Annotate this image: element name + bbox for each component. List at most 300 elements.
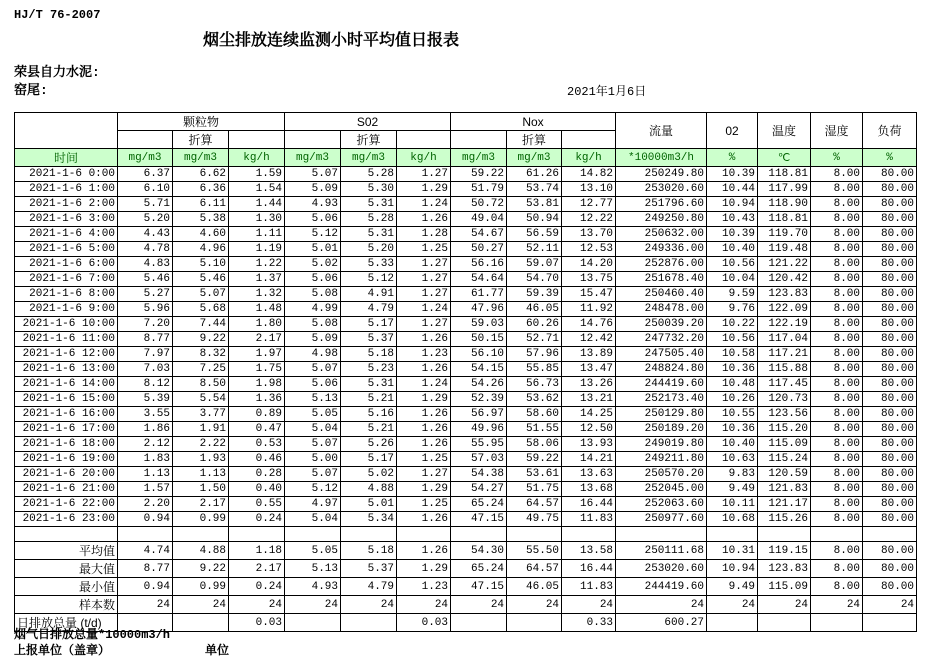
summary-row [15,596,917,614]
value-cell: 9.83 [707,467,758,482]
value-cell: 1.25 [397,242,451,257]
value-cell: 5.02 [285,257,341,272]
value-cell: 6.36 [173,182,229,197]
value-cell: 1.86 [118,422,173,437]
value-cell: 50.72 [451,197,507,212]
value-cell: 57.03 [451,452,507,467]
value-cell: 1.27 [397,272,451,287]
value-cell: 5.33 [341,257,397,272]
summary-row [15,542,917,560]
value-cell: 248478.00 [616,302,707,317]
value-cell: 8.32 [173,347,229,362]
value-cell: 13.10 [562,182,616,197]
value-cell: 13.93 [562,437,616,452]
value-cell: 16.44 [562,560,616,578]
value-cell: 2.17 [173,497,229,512]
value-cell: 1.37 [229,272,285,287]
value-cell: 5.06 [285,212,341,227]
time-cell: 2021-1-6 10:00 [15,317,118,332]
value-cell: 80.00 [863,347,917,362]
value-cell: 0.24 [229,512,285,527]
value-cell: 5.02 [341,467,397,482]
value-cell: 14.82 [562,167,616,182]
value-cell: 2.20 [118,497,173,512]
group-header-row [15,113,917,131]
value-cell: 252063.60 [616,497,707,512]
value-cell: 5.13 [285,392,341,407]
blank-cell [285,527,341,542]
time-cell: 2021-1-6 2:00 [15,197,118,212]
value-cell: 8.00 [811,377,863,392]
unit-cell: mg/m3 [341,149,397,167]
value-cell: 80.00 [863,437,917,452]
value-cell: 1.44 [229,197,285,212]
group-particulate: 颗粒物 [118,113,285,131]
company-name: 荣县自力水泥: [14,65,100,80]
value-cell: 10.36 [707,422,758,437]
report-table [14,112,917,632]
value-cell: 0.55 [229,497,285,512]
value-cell: 5.28 [341,167,397,182]
value-cell: 10.63 [707,452,758,467]
value-cell: 64.57 [507,497,562,512]
value-cell: 80.00 [863,242,917,257]
value-cell: 5.18 [341,542,397,560]
value-cell: 251678.40 [616,272,707,287]
value-cell: 5.96 [118,302,173,317]
group-so2: S02 [285,113,451,131]
time-cell: 2021-1-6 7:00 [15,272,118,287]
value-cell: 122.09 [758,302,811,317]
value-cell: 6.37 [118,167,173,182]
value-cell: 8.77 [118,560,173,578]
value-cell: 24 [173,596,229,614]
value-cell: 115.09 [758,437,811,452]
value-cell: 8.00 [811,512,863,527]
unit-cell: % [863,149,917,167]
value-cell: 9.76 [707,302,758,317]
value-cell: 249250.80 [616,212,707,227]
value-cell: 250129.80 [616,407,707,422]
value-cell: 80.00 [863,452,917,467]
value-cell: 1.27 [397,287,451,302]
value-cell: 50.15 [451,332,507,347]
value-cell: 2.22 [173,437,229,452]
value-cell: 80.00 [863,227,917,242]
value-cell: 1.24 [397,197,451,212]
value-cell: 56.73 [507,377,562,392]
value-cell: 5.71 [118,197,173,212]
value-cell: 5.38 [173,212,229,227]
value-cell: 1.27 [397,167,451,182]
value-cell: 1.29 [397,482,451,497]
value-cell: 80.00 [863,407,917,422]
value-cell: 249211.80 [616,452,707,467]
value-cell: 117.45 [758,377,811,392]
value-cell: 54.26 [451,377,507,392]
value-cell: 53.74 [507,182,562,197]
summary-label: 最大值 [15,560,118,578]
value-cell: 250632.00 [616,227,707,242]
table-row [15,362,917,377]
value-cell: 8.00 [811,197,863,212]
table-row [15,422,917,437]
value-cell: 1.54 [229,182,285,197]
value-cell [173,614,229,632]
value-cell: 0.99 [173,578,229,596]
value-cell: 46.05 [507,578,562,596]
unit-cell: kg/h [397,149,451,167]
value-cell: 0.03 [397,614,451,632]
value-cell: 8.00 [811,452,863,467]
value-cell: 8.00 [811,482,863,497]
value-cell: 0.28 [229,467,285,482]
value-cell: 10.68 [707,512,758,527]
value-cell: 8.00 [811,578,863,596]
value-cell: 1.19 [229,242,285,257]
value-cell: 1.22 [229,257,285,272]
value-cell: 5.37 [341,332,397,347]
table-row [15,407,917,422]
value-cell: 5.09 [285,182,341,197]
value-cell: 58.60 [507,407,562,422]
value-cell: 51.79 [451,182,507,197]
table-body [15,167,917,632]
value-cell: 8.00 [811,227,863,242]
unit-cell: kg/h [562,149,616,167]
time-cell: 2021-1-6 15:00 [15,392,118,407]
value-cell: 1.27 [397,257,451,272]
value-cell: 5.07 [285,467,341,482]
value-cell: 0.03 [229,614,285,632]
value-cell [341,614,397,632]
value-cell [863,614,917,632]
value-cell: 5.31 [341,227,397,242]
value-cell: 8.00 [811,272,863,287]
value-cell: 1.26 [397,407,451,422]
value-cell: 5.12 [285,482,341,497]
value-cell: 1.36 [229,392,285,407]
time-cell: 2021-1-6 23:00 [15,512,118,527]
value-cell: 4.79 [341,578,397,596]
value-cell: 5.12 [341,272,397,287]
value-cell: 2.17 [229,560,285,578]
value-cell: 8.00 [811,167,863,182]
value-cell: 58.06 [507,437,562,452]
value-cell: 13.70 [562,227,616,242]
value-cell: 11.83 [562,512,616,527]
value-cell: 0.33 [562,614,616,632]
value-cell: 0.99 [173,512,229,527]
value-cell: 80.00 [863,422,917,437]
value-cell: 49.75 [507,512,562,527]
value-cell: 10.22 [707,317,758,332]
table-row [15,392,917,407]
group-o2: 02 [707,113,758,149]
blank-cell [758,527,811,542]
value-cell: 14.21 [562,452,616,467]
value-cell: 9.49 [707,482,758,497]
table-row [15,482,917,497]
blank-cell [285,131,341,149]
summary-label: 平均值 [15,542,118,560]
value-cell: 8.00 [811,467,863,482]
value-cell: 5.04 [285,512,341,527]
value-cell: 1.91 [173,422,229,437]
value-cell: 16.44 [562,497,616,512]
value-cell: 47.15 [451,578,507,596]
value-cell: 0.94 [118,512,173,527]
value-cell: 10.56 [707,257,758,272]
value-cell: 8.00 [811,362,863,377]
blank-cell [707,527,758,542]
value-cell: 5.39 [118,392,173,407]
value-cell: 53.81 [507,197,562,212]
value-cell: 54.67 [451,227,507,242]
value-cell: 24 [341,596,397,614]
value-cell: 10.04 [707,272,758,287]
value-cell: 80.00 [863,317,917,332]
value-cell: 5.08 [285,287,341,302]
table-row [15,182,917,197]
value-cell: 24 [811,596,863,614]
value-cell: 10.40 [707,242,758,257]
value-cell: 52.11 [507,242,562,257]
table-row [15,257,917,272]
value-cell: 53.62 [507,392,562,407]
value-cell: 250111.68 [616,542,707,560]
value-cell: 59.22 [451,167,507,182]
value-cell: 5.06 [285,377,341,392]
group-humidity: 湿度 [811,113,863,149]
value-cell: 54.64 [451,272,507,287]
value-cell: 1.13 [118,467,173,482]
blank-cell [507,527,562,542]
value-cell: 1.28 [397,227,451,242]
value-cell: 15.47 [562,287,616,302]
value-cell: 8.00 [811,560,863,578]
value-cell: 0.40 [229,482,285,497]
value-cell: 1.98 [229,377,285,392]
value-cell: 1.26 [397,512,451,527]
value-cell: 1.59 [229,167,285,182]
value-cell: 252173.40 [616,392,707,407]
value-cell: 5.27 [118,287,173,302]
value-cell: 51.75 [507,482,562,497]
value-cell: 0.94 [118,578,173,596]
converted-label: 折算 [507,131,562,149]
value-cell: 80.00 [863,167,917,182]
blank-cell [341,527,397,542]
time-cell: 2021-1-6 17:00 [15,422,118,437]
value-cell: 54.15 [451,362,507,377]
unit-cell: mg/m3 [173,149,229,167]
daily-total-label: 日排放总量 (t/d) [15,614,118,632]
blank-cell [863,527,917,542]
value-cell: 53.61 [507,467,562,482]
value-cell: 4.99 [285,302,341,317]
value-cell: 24 [229,596,285,614]
value-cell: 123.83 [758,560,811,578]
value-cell: 5.34 [341,512,397,527]
value-cell: 8.00 [811,542,863,560]
value-cell: 8.00 [811,317,863,332]
value-cell: 80.00 [863,482,917,497]
value-cell: 52.71 [507,332,562,347]
value-cell: 5.31 [341,197,397,212]
value-cell: 9.22 [173,332,229,347]
value-cell: 7.20 [118,317,173,332]
value-cell: 115.24 [758,452,811,467]
unit-cell: mg/m3 [507,149,562,167]
value-cell: 9.59 [707,287,758,302]
value-cell: 8.00 [811,332,863,347]
value-cell: 1.83 [118,452,173,467]
value-cell: 1.93 [173,452,229,467]
value-cell: 1.26 [397,437,451,452]
value-cell [707,614,758,632]
value-cell: 115.26 [758,512,811,527]
blank-cell [229,131,285,149]
value-cell: 56.97 [451,407,507,422]
value-cell: 8.77 [118,332,173,347]
value-cell: 1.29 [397,560,451,578]
time-cell: 2021-1-6 12:00 [15,347,118,362]
value-cell: 4.93 [285,578,341,596]
value-cell: 1.25 [397,452,451,467]
value-cell: 5.21 [341,422,397,437]
value-cell: 0.47 [229,422,285,437]
value-cell: 24 [758,596,811,614]
unit-cell: kg/h [229,149,285,167]
value-cell: 5.46 [173,272,229,287]
value-cell: 4.97 [285,497,341,512]
value-cell: 10.58 [707,347,758,362]
value-cell: 80.00 [863,497,917,512]
value-cell: 47.96 [451,302,507,317]
value-cell: 10.36 [707,362,758,377]
value-cell: 0.53 [229,437,285,452]
value-cell: 1.11 [229,227,285,242]
value-cell: 4.83 [118,257,173,272]
value-cell: 7.03 [118,362,173,377]
group-flow: 流量 [616,113,707,149]
value-cell: 5.30 [341,182,397,197]
value-cell: 1.30 [229,212,285,227]
value-cell: 4.43 [118,227,173,242]
blank-cell [616,527,707,542]
value-cell: 4.79 [341,302,397,317]
unit-cell: % [811,149,863,167]
value-cell: 1.27 [397,467,451,482]
group-nox: Nox [451,113,616,131]
value-cell: 56.16 [451,257,507,272]
value-cell: 54.70 [507,272,562,287]
value-cell: 14.76 [562,317,616,332]
value-cell: 1.23 [397,347,451,362]
time-cell: 2021-1-6 13:00 [15,362,118,377]
value-cell: 117.21 [758,347,811,362]
time-cell: 2021-1-6 0:00 [15,167,118,182]
converted-label: 折算 [341,131,397,149]
value-cell: 4.93 [285,197,341,212]
value-cell: 115.09 [758,578,811,596]
value-cell: 244419.60 [616,377,707,392]
value-cell [451,614,507,632]
time-cell: 2021-1-6 5:00 [15,242,118,257]
unit-cell: mg/m3 [118,149,173,167]
value-cell: 5.01 [285,242,341,257]
value-cell: 8.12 [118,377,173,392]
value-cell: 24 [616,596,707,614]
value-cell: 59.07 [507,257,562,272]
value-cell: 8.00 [811,242,863,257]
blank-cell [118,527,173,542]
blank-cell [397,527,451,542]
value-cell: 1.26 [397,332,451,347]
value-cell: 52.39 [451,392,507,407]
value-cell: 1.24 [397,377,451,392]
value-cell: 5.07 [173,287,229,302]
standard-code: HJ/T 76-2007 [14,8,101,22]
table-row [15,167,917,182]
value-cell: 5.06 [285,272,341,287]
value-cell: 13.75 [562,272,616,287]
value-cell: 244419.60 [616,578,707,596]
group-load: 负荷 [863,113,917,149]
value-cell: 123.83 [758,287,811,302]
value-cell: 8.00 [811,392,863,407]
value-cell: 4.78 [118,242,173,257]
unit-cell: mg/m3 [285,149,341,167]
value-cell: 4.96 [173,242,229,257]
value-cell: 8.00 [811,287,863,302]
value-cell: 250249.80 [616,167,707,182]
table-row [15,302,917,317]
value-cell: 10.94 [707,197,758,212]
value-cell: 10.31 [707,542,758,560]
value-cell: 3.55 [118,407,173,422]
time-cell: 2021-1-6 6:00 [15,257,118,272]
value-cell: 1.50 [173,482,229,497]
value-cell: 4.74 [118,542,173,560]
value-cell: 55.50 [507,542,562,560]
value-cell: 119.70 [758,227,811,242]
value-cell: 65.24 [451,497,507,512]
value-cell: 9.22 [173,560,229,578]
value-cell: 10.39 [707,227,758,242]
value-cell: 6.10 [118,182,173,197]
value-cell: 80.00 [863,392,917,407]
monitor-location: 窑尾: [14,83,48,98]
unit-label: 单位 [205,644,230,658]
value-cell: 12.22 [562,212,616,227]
page-title: 烟尘排放连续监测小时平均值日报表 [203,32,460,50]
blank-cell [562,131,616,149]
value-cell: 7.44 [173,317,229,332]
value-cell: 10.56 [707,332,758,347]
value-cell [758,614,811,632]
value-cell: 5.12 [285,227,341,242]
value-cell: 24 [118,596,173,614]
value-cell: 24 [451,596,507,614]
value-cell: 60.26 [507,317,562,332]
value-cell: 250977.60 [616,512,707,527]
value-cell: 119.48 [758,242,811,257]
value-cell: 9.49 [707,578,758,596]
blank-cell [397,131,451,149]
value-cell: 0.89 [229,407,285,422]
